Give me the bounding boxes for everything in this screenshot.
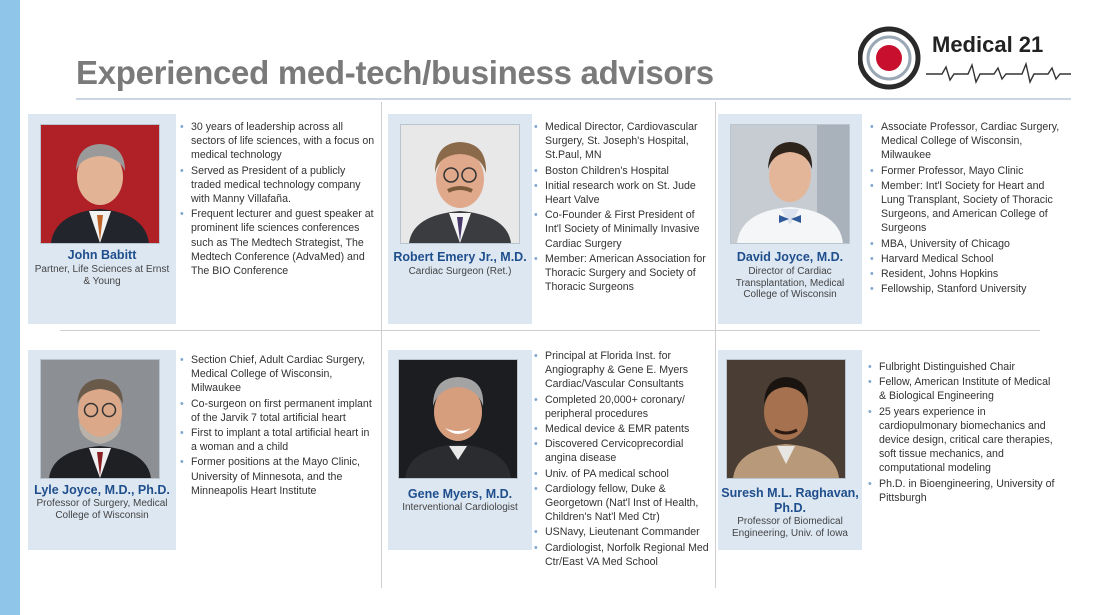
logo-target-icon xyxy=(858,26,922,90)
advisor-photo-john-babitt xyxy=(40,124,160,244)
bullet-item: • Cardiology fellow, Duke & Georgetown (Nat'l Inst of Health, Children's Nat'l Med Ctr) xyxy=(534,482,716,525)
bullet-item: • 25 years experience in cardiopulmonary biomechanics and device design, critical care therapies, soft tissue mechanics, and computational modeling xyxy=(868,405,1060,476)
bullet-item: • Medical device & EMR patents xyxy=(534,422,716,436)
bullet-item: • MBA, University of Chicago xyxy=(870,237,1062,251)
advisor-photo-david-joyce xyxy=(730,124,850,244)
bullet-item: • Principal at Florida Inst. for Angiography & Gene E. Myers Cardiac/Vascular Consultants xyxy=(534,349,716,392)
advisor-role: Partner, Life Sciences at Ernst & Young xyxy=(34,264,170,287)
advisor-name: Suresh M.L. Raghavan, Ph.D. xyxy=(721,486,859,515)
bullet-item: • Completed 20,000+ coronary/ peripheral procedures xyxy=(534,393,716,421)
bullet-item: • Resident, Johns Hopkins xyxy=(870,267,1062,281)
bullet-item: • Harvard Medical School xyxy=(870,252,1062,266)
logo-wordmark: Medical 21 xyxy=(932,32,1044,57)
bullet-item: • First to implant a total artificial heart in a woman and a child xyxy=(180,426,376,454)
bullet-item: • Co-Founder & First President of Int'l Society of Minimally Invasive Cardiac Surgery xyxy=(534,208,712,251)
portrait-icon xyxy=(41,360,159,478)
advisor-bullets-suresh-raghavan xyxy=(868,360,1060,506)
advisor-photo-gene-myers xyxy=(398,359,518,479)
bullet-item: • Member: American Association for Thoracic Surgery and Society of Thoracic Surgeons xyxy=(534,252,712,295)
advisor-bullets-robert-emery xyxy=(534,120,712,295)
advisor-bullets-john-babitt xyxy=(180,120,376,279)
advisor-role: Professor of Surgery, Medical College of Wisconsin xyxy=(36,498,168,521)
medical21-logo xyxy=(858,26,1073,90)
bullet-item: • Co-surgeon on first permanent implant of the Jarvik 7 total artificial heart xyxy=(180,397,376,425)
advisor-name: John Babitt xyxy=(67,248,137,262)
advisor-role: Interventional Cardiologist xyxy=(402,502,518,513)
advisor-bullets-david-joyce xyxy=(870,120,1062,297)
advisor-bullets-lyle-joyce xyxy=(180,353,376,499)
advisor-name: Robert Emery Jr., M.D. xyxy=(393,250,527,264)
bullet-item: • Section Chief, Adult Cardiac Surgery, Medical College of Wisconsin, Milwaukee xyxy=(180,353,376,396)
slide-title: Experienced med-tech/business advisors xyxy=(76,54,714,91)
bullet-item: • Served as President of a publicly traded medical technology company with Manny Villafaña. xyxy=(180,164,376,207)
bullet-item: • Member: Int'l Society for Heart and Lung Transplant, Society of Thoracic Surgeons, and American College of Surgeons xyxy=(870,179,1062,236)
advisor-bullets-gene-myers xyxy=(534,349,716,570)
advisor-role: Cardiac Surgeon (Ret.) xyxy=(408,266,512,277)
portrait-icon xyxy=(41,125,159,243)
bullet-item: • Fellowship, Stanford University xyxy=(870,282,1062,296)
portrait-icon xyxy=(401,125,519,243)
portrait-icon xyxy=(399,360,517,478)
advisor-role: Professor of Biomedical Engineering, Univ. of Iowa xyxy=(732,516,848,539)
bullet-item: • Fellow, American Institute of Medical & Biological Engineering xyxy=(868,375,1060,403)
advisor-photo-suresh-raghavan xyxy=(726,359,846,479)
slide-accent-bar xyxy=(0,0,20,615)
bullet-item: • Boston Children's Hospital xyxy=(534,164,712,178)
bullet-item: • Medical Director, Cardiovascular Surgery, St. Joseph's Hospital, St.Paul, MN xyxy=(534,120,712,163)
bullet-item: • Initial research work on St. Jude Heart Valve xyxy=(534,179,712,207)
bullet-item: • Univ. of PA medical school xyxy=(534,467,716,481)
bullet-item: • Associate Professor, Cardiac Surgery, Medical College of Wisconsin, Milwaukee xyxy=(870,120,1062,163)
bullet-item: • Ph.D. in Bioengineering, University of Pittsburgh xyxy=(868,477,1060,505)
bullet-item: • Discovered Cervicoprecordial angina disease xyxy=(534,437,716,465)
title-underline xyxy=(76,98,1071,100)
advisor-name: Lyle Joyce, M.D., Ph.D. xyxy=(34,483,170,497)
bullet-item: • Frequent lecturer and guest speaker at prominent life sciences conferences such as The Medtech Strategist, The Medtech Conference (AdvaMed) and The BIO Conference xyxy=(180,207,376,278)
bullet-item: • Fulbright Distinguished Chair xyxy=(868,360,1060,374)
advisor-name: David Joyce, M.D. xyxy=(736,250,844,264)
bullet-item: • Former Professor, Mayo Clinic xyxy=(870,164,1062,178)
advisor-name: Gene Myers, M.D. xyxy=(407,487,513,501)
portrait-icon xyxy=(731,125,849,243)
heartbeat-line-icon xyxy=(926,62,1071,84)
advisor-photo-robert-emery xyxy=(400,124,520,244)
advisor-photo-lyle-joyce xyxy=(40,359,160,479)
advisor-role: Director of Cardiac Transplantation, Medical College of Wisconsin xyxy=(735,266,845,300)
portrait-icon xyxy=(727,360,845,478)
bullet-item: • Cardiologist, Norfolk Regional Med Ctr/East VA Med School xyxy=(534,541,716,569)
bullet-item: • USNavy, Lieutenant Commander xyxy=(534,525,716,539)
column-divider-1 xyxy=(381,102,382,588)
bullet-item: • Former positions at the Mayo Clinic, University of Minnesota, and the Minneapolis Heart Institute xyxy=(180,455,376,498)
row-divider xyxy=(60,330,1040,331)
bullet-item: • 30 years of leadership across all sectors of life sciences, with a focus on medical technology xyxy=(180,120,376,163)
